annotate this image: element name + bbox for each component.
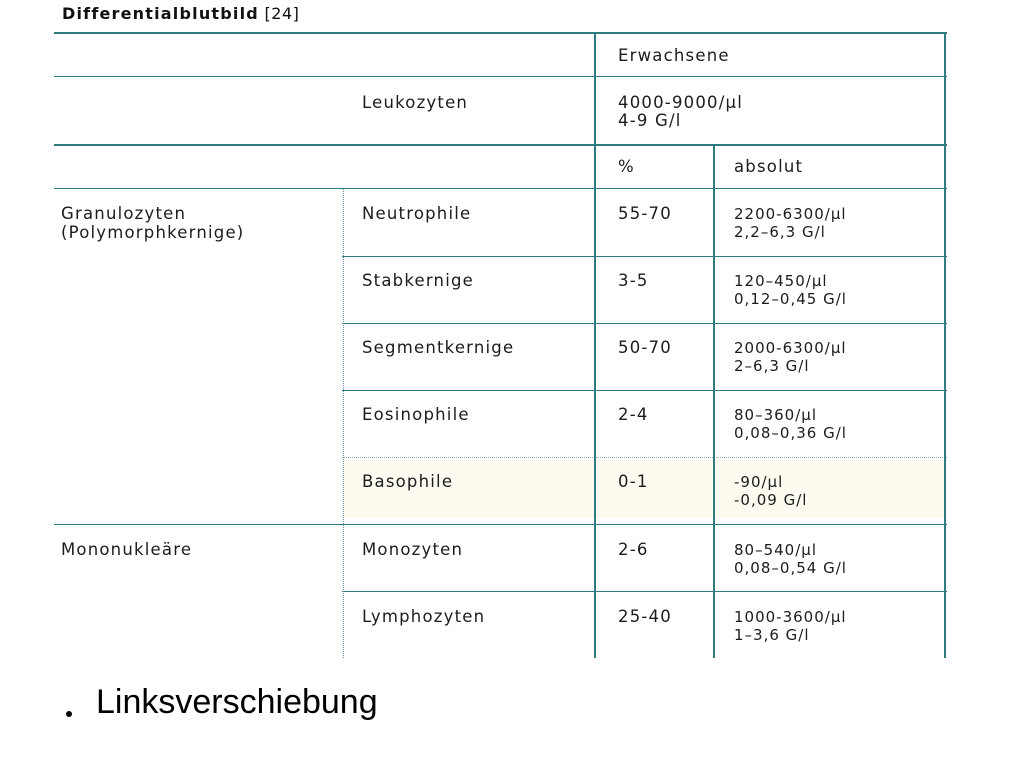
group-mononukleaere: Mononukleäre xyxy=(61,540,193,559)
cell-name: Segmentkernige xyxy=(362,338,515,357)
cell-absolute-2: 2,2–6,3 G/l xyxy=(734,223,826,241)
cell-absolute-1: 80–540/µl xyxy=(734,541,817,559)
leukozyten-label: Leukozyten xyxy=(362,93,469,112)
cell-absolute-2: 0,12–0,45 G/l xyxy=(734,290,847,308)
leukozyten-value-1: 4000-9000/µl xyxy=(618,93,743,112)
row-separator xyxy=(54,76,947,77)
cell-absolute-2: -0,09 G/l xyxy=(734,491,808,509)
column-separator xyxy=(594,32,596,658)
table-top-border xyxy=(54,32,947,34)
cell-absolute-2: 0,08–0,54 G/l xyxy=(734,559,847,577)
column-separator xyxy=(713,144,715,658)
cell-absolute-2: 1–3,6 G/l xyxy=(734,626,810,644)
cell-absolute-1: 120–450/µl xyxy=(734,272,828,290)
table-title-ref: [24] xyxy=(264,4,300,23)
cell-name: Neutrophile xyxy=(362,204,472,223)
cell-absolute-1: 1000-3600/µl xyxy=(734,608,847,626)
cell-name: Eosinophile xyxy=(362,405,470,424)
table-right-border xyxy=(944,32,946,658)
table-title xyxy=(62,4,299,23)
row-separator xyxy=(54,524,947,525)
column-header-absolut: absolut xyxy=(734,157,804,176)
differential-blood-count-table xyxy=(54,32,947,658)
group-granulozyten-sub: (Polymorphkernige) xyxy=(61,223,245,242)
cell-percent: 3-5 xyxy=(618,271,649,290)
cell-percent: 2-4 xyxy=(618,405,649,424)
cell-absolute-1: -90/µl xyxy=(734,473,784,491)
row-separator xyxy=(54,188,947,189)
cell-percent: 55-70 xyxy=(618,204,672,223)
cell-percent: 0-1 xyxy=(618,472,649,491)
cell-absolute-2: 0,08–0,36 G/l xyxy=(734,424,847,442)
bullet-linksverschiebung: Linksverschiebung xyxy=(96,683,378,721)
cell-absolute-1: 2000-6300/µl xyxy=(734,339,847,357)
cell-percent: 50-70 xyxy=(618,338,672,357)
column-separator-dotted xyxy=(343,189,344,658)
row-separator xyxy=(342,591,947,592)
cell-name: Stabkernige xyxy=(362,271,475,290)
row-separator xyxy=(342,256,947,257)
bullet-icon xyxy=(66,711,72,717)
cell-percent: 2-6 xyxy=(618,540,649,559)
header-erwachsene: Erwachsene xyxy=(618,46,730,65)
cell-name: Basophile xyxy=(362,472,454,491)
row-separator xyxy=(342,390,947,391)
row-separator xyxy=(342,323,947,324)
group-granulozyten: Granulozyten xyxy=(61,204,187,223)
row-separator-dotted xyxy=(342,457,947,458)
cell-absolute-1: 2200-6300/µl xyxy=(734,205,847,223)
cell-percent: 25-40 xyxy=(618,607,672,626)
cell-absolute-2: 2–6,3 G/l xyxy=(734,357,810,375)
cell-name: Lymphozyten xyxy=(362,607,486,626)
cell-name: Monozyten xyxy=(362,540,464,559)
leukozyten-value-2: 4-9 G/l xyxy=(618,111,682,130)
cell-absolute-1: 80–360/µl xyxy=(734,406,817,424)
column-header-percent: % xyxy=(618,157,635,176)
row-separator xyxy=(54,144,947,146)
table-title-bold: Differentialblutbild xyxy=(62,4,259,23)
